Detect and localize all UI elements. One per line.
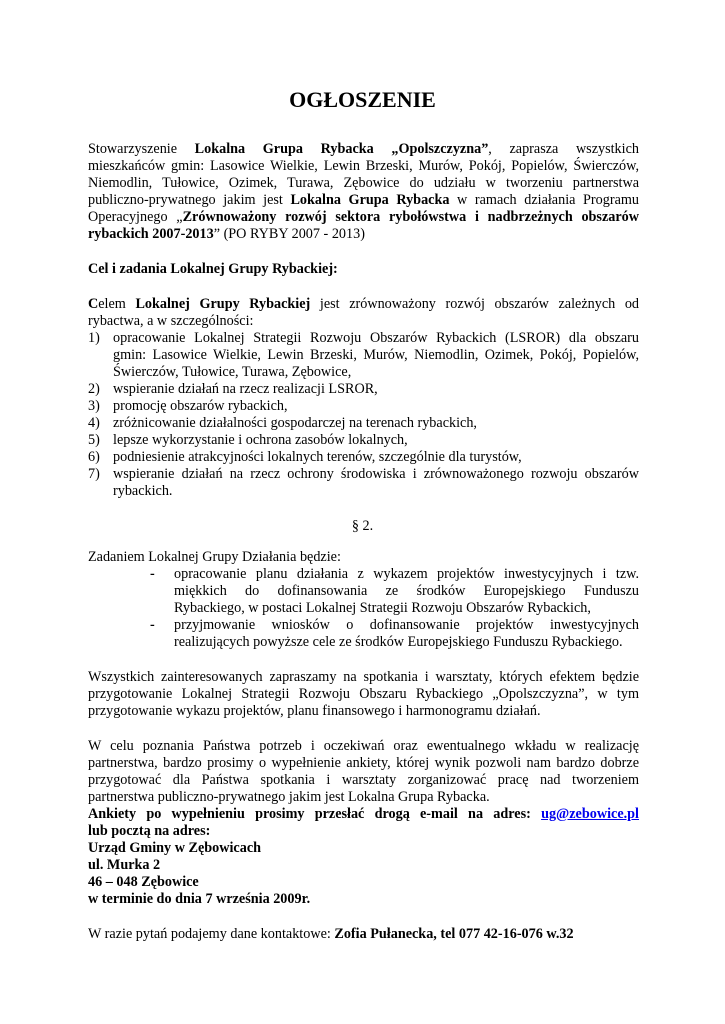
survey-line: partnerstwa publiczno-prywatnego jakim jest Lokalna Grupa Rybacka. [88, 789, 490, 805]
invite-line: przygotowanie Lokalnej Strategii Rozwoju Obszaru Rybackiego „Opolszczyzna”, w tym [88, 686, 639, 702]
list-item: wspieranie działań na rzecz realizacji LSROR, [113, 381, 378, 397]
list-item: promocję obszarów rybackich, [113, 398, 288, 414]
group-name: Lokalnej Grupy Rybackiej [135, 296, 311, 312]
list-number: 5) [88, 432, 100, 448]
send-instructions [88, 806, 639, 823]
contact-person: Zofia Pułanecka, tel 077 42-16-076 w.32 [334, 926, 574, 942]
survey-line: przygotować dla Państwa spotkania i warsztaty zorganizować pracę nad tworzeniem [88, 772, 639, 788]
program-name: Zrównoważony rozwój sektora rybołówstwa i nadbrzeżnych obszarów [182, 209, 639, 225]
invite-line: przygotowanie wykazu projektów, planu finansowego i harmonogramu działań. [88, 703, 541, 719]
intro-line-6 [88, 226, 639, 243]
intro-text: w ramach działania Programu [449, 192, 639, 208]
goals-heading: Cel i zadania Lokalnej Grupy Rybackiej: [88, 261, 338, 277]
address-street: ul. Murka 2 [88, 857, 161, 873]
deadline: w terminie do dnia 7 września 2009r. [88, 891, 311, 907]
list-item: gmin: Lasowice Wielkie, Lewin Brzeski, Murów, Niemodlin, Ozimek, Pokój, Popielów, [113, 347, 639, 363]
intro-line-2: mieszkańców gmin: Lasowice Wielkie, Lewin Brzeski, Murów, Pokój, Popielów, Świerczów, [88, 158, 639, 174]
send-line: lub pocztą na adres: [88, 823, 211, 839]
survey-line: partnerstwa, bardzo prosimy o wypełnienie ankiety, której wynik pozwoli nam bardzo dobrze [88, 755, 639, 771]
address-office: Urząd Gminy w Zębowicach [88, 840, 262, 856]
contact-line [88, 926, 639, 943]
task-item: opracowanie planu działania z wykazem projektów inwestycyjnych i tzw. [174, 566, 639, 582]
intro-line-3: Niemodlin, Tułowice, Ozimek, Turawa, Zębowice do udziału w tworzeniu partnerstwa [88, 175, 639, 191]
group-name: Lokalna Grupa Rybacka [290, 192, 450, 208]
list-item: wspieranie działań na rzecz ochrony środowiska i zrównoważonego rozwoju obszarów [113, 466, 639, 482]
intro-text: publiczno-prywatnego jakim jest [88, 192, 291, 208]
survey-line: W celu poznania Państwa potrzeb i oczekiwań oraz ewentualnego wkładu w realizację [88, 738, 639, 754]
task-item: przyjmowanie wniosków o dofinansowanie projektów inwestycyjnych [174, 617, 639, 633]
intro-text: Operacyjnego „ [88, 209, 183, 225]
page-title: OGŁOSZENIE [289, 87, 436, 112]
bullet-dash: - [150, 617, 155, 633]
address-postcode: 46 – 048 Zębowice [88, 874, 199, 890]
goals-text: jest zrównoważony rozwój obszarów zależnych od [310, 296, 640, 312]
list-item: Świerczów, Tułowice, Turawa, Zębowice, [113, 364, 352, 380]
program-name-end: rybackich 2007-2013 [88, 226, 214, 242]
list-item: lepsze wykorzystanie i ochrona zasobów lokalnych, [113, 432, 408, 448]
list-number: 7) [88, 466, 100, 482]
intro-text: ” (PO RYBY 2007 - 2013) [213, 226, 365, 242]
list-item: rybackich. [113, 483, 173, 499]
list-item: podniesienie atrakcyjności lokalnych terenów, szczególnie dla turystów, [113, 449, 522, 465]
list-item: zróżnicowanie działalności gospodarczej na terenach rybackich, [113, 415, 477, 431]
tasks-intro: Zadaniem Lokalnej Grupy Działania będzie: [88, 549, 341, 565]
contact-text: W razie pytań podajemy dane kontaktowe: [88, 926, 335, 942]
section-mark: § 2. [351, 518, 374, 534]
send-text: Ankiety po wypełnieniu prosimy przesłać drogą e-mail na adres: [88, 806, 542, 822]
invite-line: Wszystkich zainteresowanych zapraszamy na spotkania i warsztaty, których efektem będzie [88, 669, 639, 685]
list-number: 3) [88, 398, 100, 414]
drop-letter: C [88, 296, 99, 312]
goals-line-1 [88, 296, 639, 313]
intro-line-1 [88, 141, 639, 158]
intro-line-5 [88, 209, 639, 226]
list-number: 2) [88, 381, 100, 397]
bullet-dash: - [150, 566, 155, 582]
goals-line-2: rybactwa, a w szczególności: [88, 313, 254, 329]
association-name: Lokalna Grupa Rybacka „Opolszczyzna” [194, 141, 489, 157]
email-link[interactable]: ug@zebowice.pl [541, 806, 639, 822]
intro-text: , zaprasza wszystkich [488, 141, 639, 157]
list-number: 1) [88, 330, 100, 346]
list-number: 6) [88, 449, 100, 465]
list-item: opracowanie Lokalnej Strategii Rozwoju Obszarów Rybackich (LSROR) dla obszaru [113, 330, 639, 346]
goals-text: elem [98, 296, 136, 312]
task-item: Rybackiego, w postaci Lokalnej Strategii Rozwoju Obszarów Rybackich, [174, 600, 591, 616]
intro-text: Stowarzyszenie [88, 141, 195, 157]
list-number: 4) [88, 415, 100, 431]
task-item: realizujących powyższe cele ze środków Europejskiego Funduszu Rybackiego. [174, 634, 623, 650]
intro-line-4 [88, 192, 639, 209]
task-item: miękkich do dofinansowania ze środków Europejskiego Funduszu [174, 583, 639, 599]
